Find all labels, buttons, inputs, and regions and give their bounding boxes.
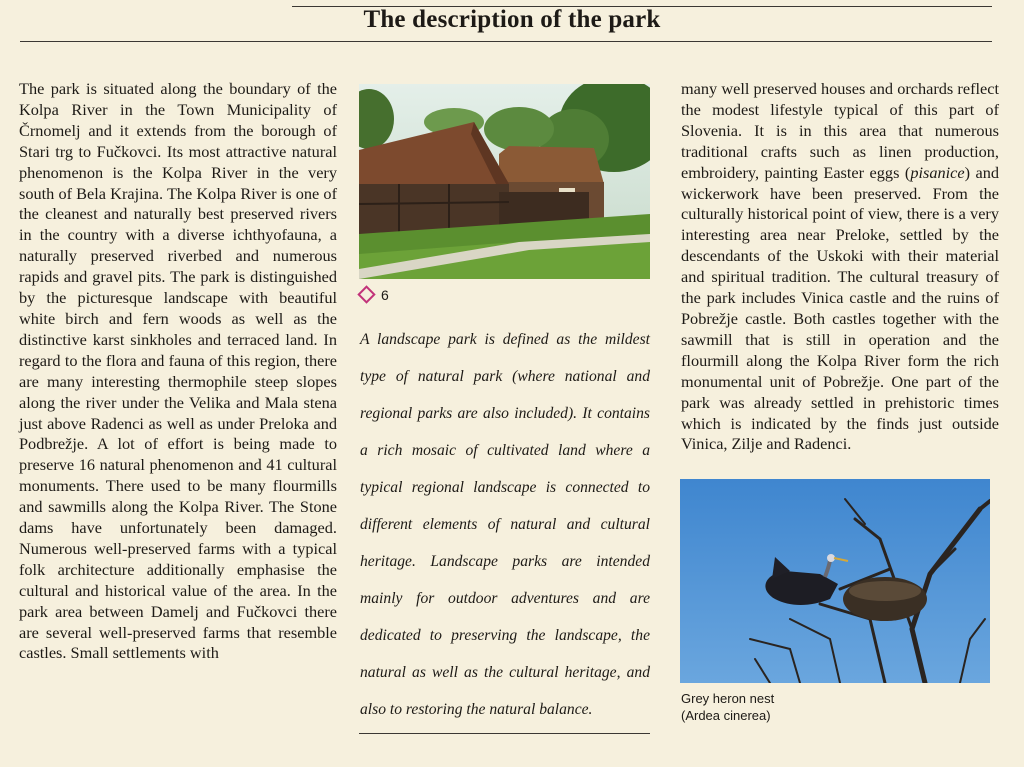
page-title: The description of the park — [363, 6, 661, 33]
heron-caption-line-2: (Ardea cinerea) — [681, 708, 771, 723]
right-paragraph — [681, 79, 999, 455]
figure-number-label: 6 — [381, 287, 389, 303]
left-text-column — [19, 79, 337, 664]
right-text-column — [681, 79, 999, 455]
pisanice-term: pisanice — [910, 162, 965, 182]
right-text-part-2: ) and wickerwork have been preserved. From the culturally historical point of view, there is a very interesting area near Preloke, settled by the descendants of the Uskoki with their material and spiritual tradition. The cultural treasury of the park includes Vinica castle and the ruins of Pobrežje castle. Both castles together with the sawmill that is still in operation and the flourmill along the Kolpa River form the rich monumental unit of Pobrežje. One part of the park was already settled in prehistoric times which is indicated by the finds just outside Vinica, Zilje and Radenci. — [681, 162, 999, 454]
heron-photo-caption — [681, 690, 774, 724]
caption-bottom-rule — [359, 733, 650, 734]
landscape-park-definition: A landscape park is defined as the mildest type of natural park (where national and regional parks are also included). It contains a rich mosaic of cultivated land where a typical regional landscape is connected to different elements of natural and cultural heritage. Landscape parks are intended mainly for outdoor adventures and are dedicated to preserving the landscape, the natural as well as the cultural heritage, and also to restoring the natural balance. — [360, 331, 650, 718]
grey-heron-nest-photo — [680, 479, 990, 683]
left-paragraph: The park is situated along the boundary of the Kolpa River in the Town Municipality of Črnomelj and it extends from the borough of Stari trg to Fučkovci. Its most attractive natural phenomenon is the Kolpa River in the very south of Bela Krajina. The Kolpa River is one of the cleanest and naturally best preserved rivers in the country with a diverse ichthyofauna, a naturally preserved riverbed and numerous rapids and gravel pits. The park is distinguished by the picturesque landscape with beautiful white birch and fern woods as well as the distinctive karst sinkholes and terraced land. In regard to the flora and fauna of this region, there are many interesting thermophile steep slopes along the river under the Velika and Mala stena just above Radenci as well as under Preloka and Podbrežje. A lot of effort is being made to preserve 16 natural phenomenon and 41 cultural monuments. There used to be many flourmills and sawmills along the Kolpa River. The Stone dams have unfortunately been damaged. Numerous well-preserved farms with a typical folk architecture additionally emphasise the cultural and historical value of the area. In the park area between Damelj and Fučkovci there are several well-preserved farms that resemble castles. Small settlements with — [19, 79, 337, 663]
diamond-icon — [357, 285, 375, 303]
title-underline — [20, 41, 992, 42]
heron-caption-line-1: Grey heron nest — [681, 691, 775, 706]
farm-buildings-photo — [359, 84, 650, 279]
right-text-part-1: many well preserved houses and orchards reflect the modest lifestyle typical of this part of Slovenia. It is in this area that numerous traditional crafts such as linen production, embroidery, painting Easter eggs ( — [681, 79, 999, 182]
figure-number — [360, 287, 389, 303]
